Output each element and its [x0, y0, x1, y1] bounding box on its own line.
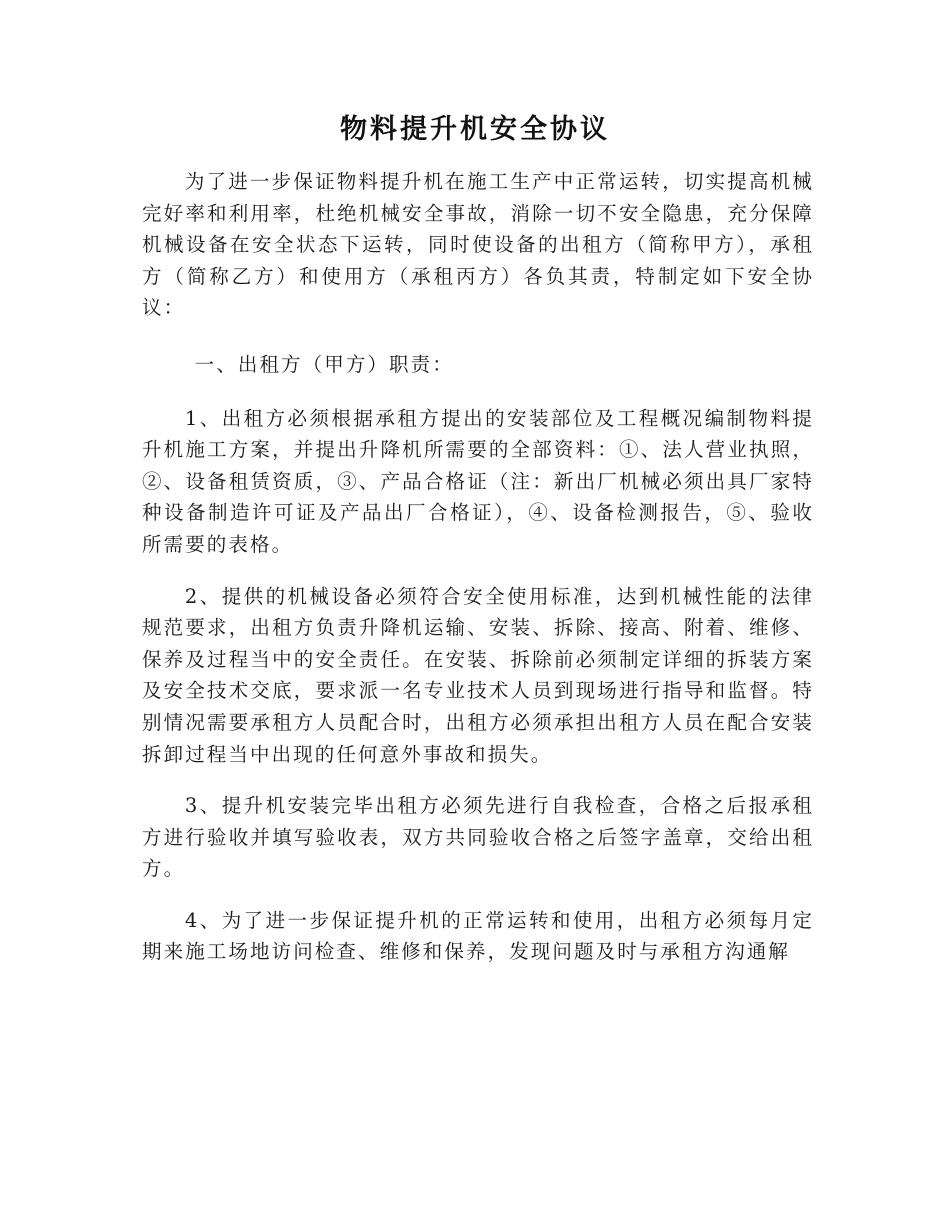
clause-1-paragraph: 1、出租方必须根据承租方提出的安装部位及工程概况编制物料提升机施工方案，并提出升降机所需要的全部资料：①、法人营业执照，②、设备租赁资质，③、产品合格证（注：新出厂机械必须出具厂家特种设备制造许可证及产品出厂合格证），④、设备检测报告，⑤、验收所需要的表格。 — [142, 406, 814, 556]
document-body — [142, 166, 814, 968]
clause-2-paragraph: 2、提供的机械设备必须符合安全使用标准，达到机械性能的法律规范要求，出租方负责升降机运输、安装、拆除、接高、附着、维修、保养及过程当中的安全责任。在安装、拆除前必须制定详细的拆装方案及安全技术交底，要求派一名专业技术人员到现场进行指导和监督。特别情况需要承租方人员配合时，出租方必须承担出租方人员在配合安装拆卸过程当中出现的任何意外事故和损失。 — [142, 584, 814, 766]
clause-4-paragraph: 4、为了进一步保证提升机的正常运转和使用，出租方必须每月定期来施工场地访问检查、维修和保养，发现问题及时与承租方沟通解 — [142, 908, 814, 964]
document-title: 物料提升机安全协议 — [340, 114, 610, 145]
clause-3-paragraph: 3、提升机安装完毕出租方必须先进行自我检查，合格之后报承租方进行验收并填写验收表，双方共同验收合格之后签字盖章，交给出租方。 — [142, 794, 814, 881]
section-heading: 一、出租方（甲方）职责： — [194, 352, 454, 376]
intro-paragraph: 为了进一步保证物料提升机在施工生产中正常运转，切实提高机械完好率和利用率，杜绝机械安全事故，消除一切不安全隐患，充分保障机械设备在安全状态下运转，同时使设备的出租方（简称甲方），承租方（简称乙方）和使用方（承租丙方）各负其责，特制定如下安全协议： — [142, 170, 814, 320]
